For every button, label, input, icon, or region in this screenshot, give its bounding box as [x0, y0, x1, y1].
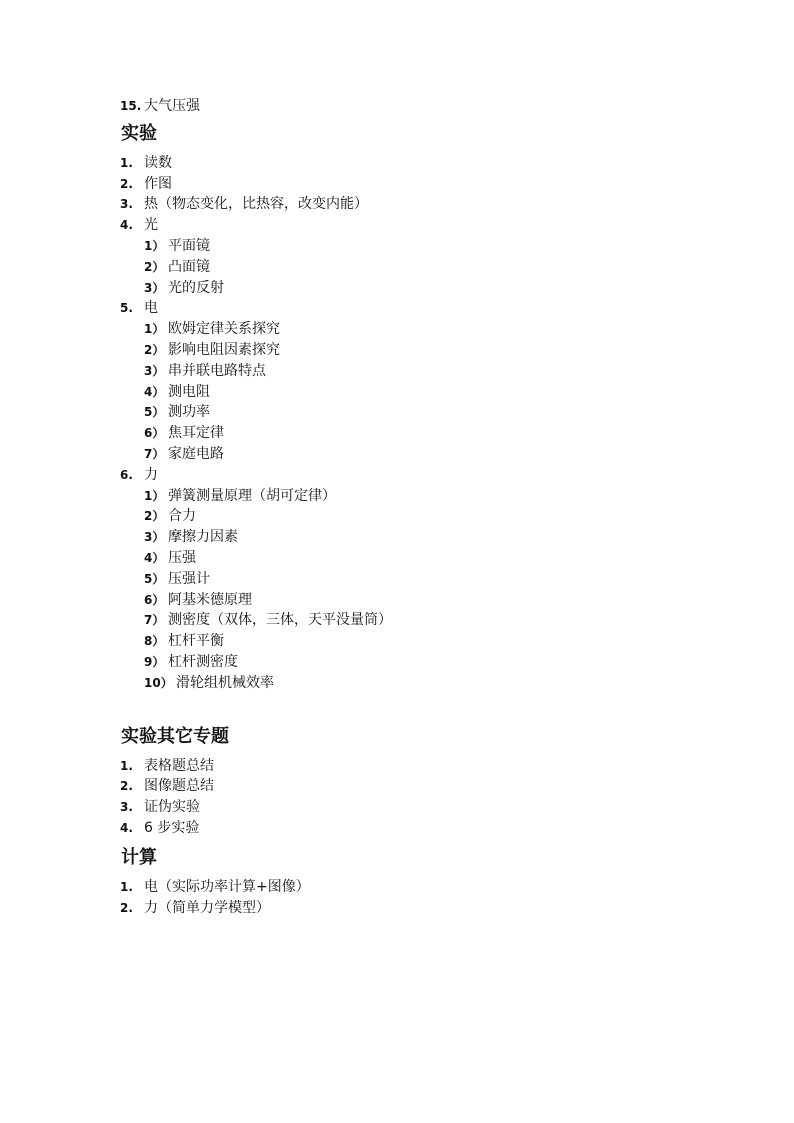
sub-list-number: 1）: [144, 238, 165, 253]
sub-list-item: [0, 610, 794, 631]
sub-list-number: 2）: [144, 509, 165, 524]
list-text: 电: [144, 300, 158, 317]
list-item: [0, 96, 794, 117]
list-number: 2.: [120, 900, 133, 915]
sub-list-number: 7）: [144, 613, 165, 628]
sub-list-number: 9）: [144, 654, 165, 669]
sub-list-text: 家庭电路: [168, 445, 224, 462]
sub-list-text: 压强计: [168, 570, 210, 587]
sub-list-text: 测密度（双体，三体，天平没量筒）: [168, 612, 392, 629]
sub-list-number: 8）: [144, 634, 165, 649]
list-item: [0, 153, 794, 174]
sub-list-number: 1）: [144, 488, 165, 503]
list-text: 作图: [144, 175, 172, 192]
list-item: [0, 877, 794, 898]
sub-list-text: 光的反射: [168, 279, 224, 296]
sub-list-text: 杠杆测密度: [168, 653, 238, 670]
list-text: 图像题总结: [144, 778, 214, 795]
sub-list-item: [0, 423, 794, 444]
list-item: [0, 797, 794, 818]
sub-list-number: 3）: [144, 363, 165, 378]
sub-list-text: 合力: [168, 508, 196, 525]
list-item: [0, 465, 794, 486]
list-item: [0, 215, 794, 236]
list-text: 力: [144, 466, 158, 483]
sub-list-item: [0, 486, 794, 507]
list-number: 1.: [120, 879, 133, 894]
sub-list-item: [0, 278, 794, 299]
list-item: [0, 756, 794, 777]
section-heading-other-topics: 实验其它专题: [121, 725, 229, 747]
sub-list-number: 7）: [144, 446, 165, 461]
sub-list-item: [0, 340, 794, 361]
list-text: 表格题总结: [144, 757, 214, 774]
sub-list-text: 杠杆平衡: [168, 633, 224, 650]
sub-list-text: 焦耳定律: [168, 425, 224, 442]
sub-list-number: 2）: [144, 342, 165, 357]
sub-list-item: [0, 402, 794, 423]
list-number: 3.: [120, 197, 133, 212]
list-number: 6.: [120, 467, 133, 482]
sub-list-number: 6）: [144, 426, 165, 441]
list-number: 15.: [120, 99, 142, 113]
sub-list-number: 4）: [144, 384, 165, 399]
sub-list-item: [0, 548, 794, 569]
sub-list-text: 串并联电路特点: [168, 362, 266, 379]
sub-list-text: 压强: [168, 549, 196, 566]
sub-list-item: [0, 673, 794, 694]
list-number: 3.: [120, 800, 133, 815]
list-number: 5.: [120, 301, 133, 316]
list-item: [0, 174, 794, 195]
section-heading-experiments: 实验: [121, 122, 157, 144]
sub-list-item: [0, 652, 794, 673]
list-text: 读数: [144, 154, 172, 171]
list-text: 力（简单力学模型）: [144, 899, 270, 916]
sub-list-text: 测电阻: [168, 383, 210, 400]
list-number: 2.: [120, 779, 133, 794]
sub-list-item: [0, 631, 794, 652]
list-text: 证伪实验: [144, 799, 200, 816]
sub-list-item: [0, 506, 794, 527]
sub-list-number: 4）: [144, 550, 165, 565]
sub-list-text: 平面镜: [168, 237, 210, 254]
list-text: 大气压强: [144, 98, 200, 114]
list-number: 4.: [120, 218, 133, 233]
list-item: [0, 298, 794, 319]
sub-list-number: 3）: [144, 530, 165, 545]
list-item: [0, 776, 794, 797]
sub-list-number: 2）: [144, 259, 165, 274]
sub-list-item: [0, 257, 794, 278]
sub-list-number: 6）: [144, 592, 165, 607]
sub-list-item: [0, 444, 794, 465]
list-number: 4.: [120, 820, 133, 835]
sub-list-item: [0, 361, 794, 382]
sub-list-text: 凸面镜: [168, 258, 210, 275]
sub-list-item: [0, 319, 794, 340]
sub-list-text: 摩擦力因素: [168, 529, 238, 546]
sub-list-item: [0, 569, 794, 590]
list-number: 1.: [120, 155, 133, 170]
sub-list-text: 欧姆定律关系探究: [168, 321, 280, 338]
list-text: 6 步实验: [144, 819, 200, 836]
sub-list-text: 测功率: [168, 404, 210, 421]
sub-list-item: [0, 527, 794, 548]
list-text: 光: [144, 217, 158, 234]
section-heading-calculation: 计算: [121, 846, 157, 868]
sub-list-number: 5）: [144, 405, 165, 420]
list-text: 热（物态变化，比热容，改变内能）: [144, 196, 368, 213]
list-item: [0, 898, 794, 919]
sub-list-text: 弹簧测量原理（胡可定律）: [168, 487, 336, 504]
list-number: 2.: [120, 176, 133, 191]
sub-list-text: 影响电阻因素探究: [168, 341, 280, 358]
document-page: [0, 96, 794, 918]
sub-list-number: 10）: [144, 675, 173, 690]
sub-list-text: 滑轮组机械效率: [176, 674, 274, 691]
sub-list-number: 3）: [144, 280, 165, 295]
sub-list-item: [0, 236, 794, 257]
list-text: 电（实际功率计算+图像）: [144, 878, 310, 895]
sub-list-text: 阿基米德原理: [168, 591, 252, 608]
sub-list-item: [0, 590, 794, 611]
sub-list-number: 5）: [144, 571, 165, 586]
sub-list-number: 1）: [144, 322, 165, 337]
list-item: [0, 818, 794, 839]
list-item: [0, 194, 794, 215]
sub-list-item: [0, 382, 794, 403]
list-number: 1.: [120, 758, 133, 773]
